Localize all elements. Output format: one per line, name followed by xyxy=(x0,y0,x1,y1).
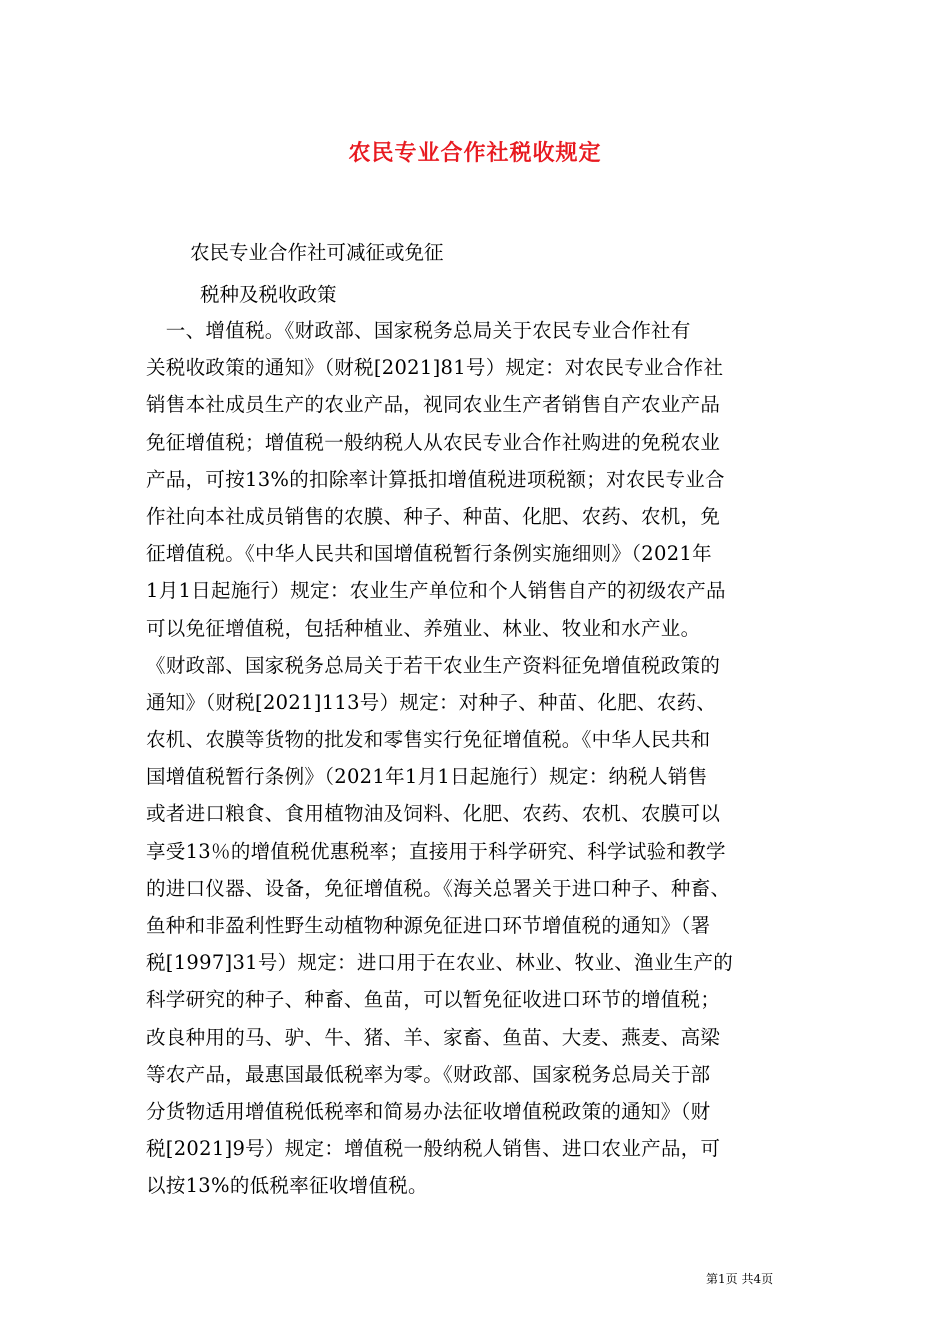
body-line: 征增值税。《中华人民共和国增值税暂行条例实施细则》（2021年 xyxy=(146,542,712,566)
body-line: 产品，可按13%的扣除率计算抵扣增值税进项税额；对农民专业合 xyxy=(146,467,725,491)
body-line: 农机、农膜等货物的批发和零售实行免征增值税。《中华人民共和 xyxy=(146,728,711,752)
body-line: 一、增值税。《财政部、国家税务总局关于农民专业合作社有 xyxy=(146,319,691,342)
body-line: 以按13%的低税率征收增值税。 xyxy=(146,1174,428,1198)
body-line: 作社向本社成员销售的农膜、种子、种苗、化肥、农药、农机，免 xyxy=(146,504,721,528)
body-line: 的进口仪器、设备，免征增值税。《海关总署关于进口种子、种畜、 xyxy=(146,876,731,900)
lead-line-2: 税种及税收政策 xyxy=(200,283,337,306)
body-paragraph xyxy=(146,312,806,1205)
body-line: 税[2021]9号）规定：增值税一般纳税人销售、进口农业产品，可 xyxy=(146,1137,721,1161)
body-line: 鱼种和非盈利性野生动植物种源免征进口环节增值税的通知》（署 xyxy=(146,914,711,937)
body-line: 或者进口粮食、食用植物油及饲料、化肥、农药、农机、农膜可以 xyxy=(146,802,721,826)
body-line: 享受13％的增值税优惠税率；直接用于科学研究、科学试验和教学 xyxy=(146,839,726,863)
page-title: 农民专业合作社税收规定 xyxy=(348,141,602,166)
body-line: 税[1997]31号）规定：进口用于在农业、林业、牧业、渔业生产的 xyxy=(146,951,734,975)
body-line: 《财政部、国家税务总局关于若干农业生产资料征免增值税政策的 xyxy=(146,653,721,677)
body-line: 分货物适用增值税低税率和简易办法征收增值税政策的通知》（财 xyxy=(146,1099,711,1123)
body-line: 科学研究的种子、种畜、鱼苗，可以暂免征收进口环节的增值税； xyxy=(146,988,721,1012)
body-line: 关税收政策的通知》（财税[2021]81号）规定：对农民专业合作社 xyxy=(146,356,724,380)
body-line: 1月1日起施行）规定：农业生产单位和个人销售自产的初级农产品 xyxy=(146,579,726,603)
body-line: 可以免征增值税，包括种植业、养殖业、林业、牧业和水产业。 xyxy=(146,616,701,640)
body-line: 通知》（财税[2021]113号）规定：对种子、种苗、化肥、农药、 xyxy=(146,690,717,714)
body-line: 改良种用的马、驴、牛、猪、羊、家畜、鱼苗、大麦、燕麦、高梁 xyxy=(146,1025,721,1049)
lead-line-1: 农民专业合作社可减征或免征 xyxy=(190,241,444,264)
body-line: 销售本社成员生产的农业产品，视同农业生产者销售自产农业产品 xyxy=(146,393,721,417)
body-line: 免征增值税；增值税一般纳税人从农民专业合作社购进的免税农业 xyxy=(146,430,721,454)
body-line: 国增值税暂行条例》（2021年1月1日起施行）规定：纳税人销售 xyxy=(146,765,708,789)
page-number-footer: 第1页 共4页 xyxy=(706,1272,774,1286)
body-line: 等农产品，最惠国最低税率为零。《财政部、国家税务总局关于部 xyxy=(146,1062,711,1086)
